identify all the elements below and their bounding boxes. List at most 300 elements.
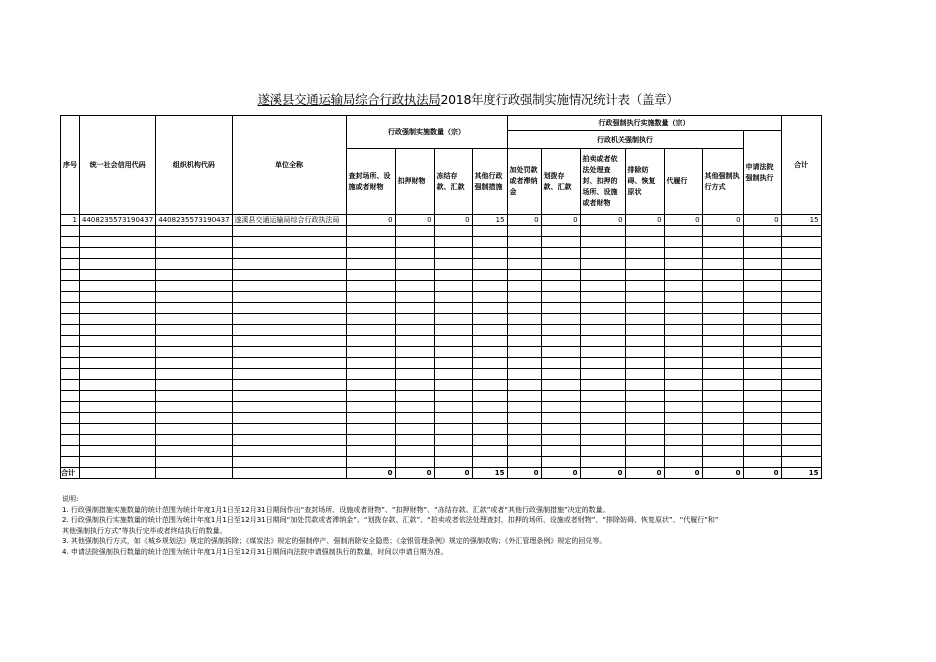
empty-cell [625,292,664,303]
empty-cell [395,358,434,369]
empty-cell [702,446,743,457]
empty-row [61,226,822,237]
empty-cell [80,457,156,468]
empty-cell [507,369,541,380]
empty-cell [781,424,821,435]
empty-cell [395,369,434,380]
empty-cell [156,358,232,369]
empty-cell [743,226,781,237]
cell-value: 15 [472,215,507,226]
empty-cell [580,413,625,424]
empty-cell [743,435,781,446]
empty-cell [346,435,395,446]
empty-cell [781,457,821,468]
empty-cell [232,391,346,402]
empty-cell [395,259,434,270]
empty-cell [743,325,781,336]
empty-cell [580,380,625,391]
empty-row [61,347,822,358]
cell-value: 0 [702,215,743,226]
header-impl-group: 行政强制实施数量（宗） [346,116,507,149]
empty-cell [781,281,821,292]
empty-cell [232,380,346,391]
empty-cell [61,413,80,424]
header-seq: 序号 [61,116,80,215]
cell-value: 0 [346,215,395,226]
empty-cell [80,369,156,380]
empty-cell [232,248,346,259]
empty-cell [507,446,541,457]
empty-cell [781,303,821,314]
empty-cell [702,237,743,248]
empty-cell [434,413,472,424]
empty-cell [232,435,346,446]
empty-cell [232,281,346,292]
empty-cell [61,325,80,336]
empty-cell [580,358,625,369]
empty-cell [580,270,625,281]
empty-cell [346,314,395,325]
empty-cell [434,336,472,347]
empty-cell [702,402,743,413]
empty-cell [541,248,580,259]
empty-cell [664,369,702,380]
empty-cell [580,446,625,457]
empty-cell [472,259,507,270]
empty-row [61,248,822,259]
header-unit-name: 单位全称 [232,116,346,215]
empty-row [61,446,822,457]
header-impl-col: 冻结存款、汇款 [434,149,472,215]
total-value: 0 [434,468,472,479]
empty-cell [580,281,625,292]
empty-cell [702,369,743,380]
empty-cell [80,314,156,325]
empty-cell [156,391,232,402]
empty-row [61,237,822,248]
empty-cell [232,402,346,413]
empty-cell [395,457,434,468]
empty-cell [434,259,472,270]
empty-cell [743,292,781,303]
empty-cell [346,237,395,248]
statistics-table [60,115,822,479]
total-value: 15 [781,468,821,479]
empty-cell [395,325,434,336]
empty-cell [541,325,580,336]
empty-cell [625,303,664,314]
empty-cell [472,435,507,446]
header-credit-code: 统一社会信用代码 [80,116,156,215]
total-value: 0 [395,468,434,479]
empty-cell [625,336,664,347]
report-title [0,90,936,108]
empty-cell [702,259,743,270]
empty-cell [625,424,664,435]
empty-cell [541,413,580,424]
empty-cell [232,237,346,248]
empty-cell [541,336,580,347]
empty-cell [346,391,395,402]
empty-cell [156,248,232,259]
total-value: 0 [664,468,702,479]
empty-cell [541,259,580,270]
empty-cell [781,336,821,347]
empty-cell [156,457,232,468]
empty-cell [156,270,232,281]
empty-cell [664,380,702,391]
empty-cell [346,270,395,281]
empty-cell [156,402,232,413]
empty-cell [156,226,232,237]
header-total: 合计 [781,116,821,215]
empty-cell [472,391,507,402]
empty-cell [625,226,664,237]
empty-cell [156,259,232,270]
cell-value: 15 [781,215,821,226]
empty-cell [580,435,625,446]
empty-cell [507,248,541,259]
empty-cell [232,446,346,457]
empty-cell [580,226,625,237]
empty-cell [664,314,702,325]
empty-cell [664,391,702,402]
empty-cell [346,347,395,358]
empty-cell [472,336,507,347]
empty-cell [232,314,346,325]
empty-cell [80,347,156,358]
empty-row [61,292,822,303]
empty-cell [580,391,625,402]
empty-cell [664,292,702,303]
empty-cell [507,435,541,446]
empty-cell [625,435,664,446]
empty-cell [743,237,781,248]
header-exec-col: 排除妨碍、恢复原状 [625,149,664,215]
empty-cell [580,347,625,358]
empty-cell [625,314,664,325]
empty-cell [346,402,395,413]
empty-cell [156,292,232,303]
empty-cell [664,237,702,248]
empty-cell [781,413,821,424]
empty-cell [472,380,507,391]
empty-cell [743,281,781,292]
empty-row [61,380,822,391]
empty-cell [61,402,80,413]
empty-cell [781,248,821,259]
empty-cell [156,435,232,446]
empty-row [61,358,822,369]
empty-cell [743,270,781,281]
empty-cell [232,259,346,270]
empty-cell [743,347,781,358]
empty-cell [580,303,625,314]
empty-cell [80,226,156,237]
empty-cell [507,358,541,369]
empty-cell [472,292,507,303]
empty-cell [61,347,80,358]
empty-cell [80,336,156,347]
total-value: 0 [743,468,781,479]
empty-cell [434,424,472,435]
empty-cell [781,446,821,457]
empty-cell [232,347,346,358]
empty-cell [395,237,434,248]
empty-cell [781,358,821,369]
empty-cell [61,259,80,270]
empty-cell [472,314,507,325]
empty-cell [702,270,743,281]
empty-cell [434,369,472,380]
empty-cell [395,413,434,424]
empty-cell [781,402,821,413]
empty-cell [781,314,821,325]
empty-cell [541,270,580,281]
empty-cell [580,248,625,259]
cell-value: 0 [395,215,434,226]
empty-cell [346,424,395,435]
empty-cell [507,402,541,413]
empty-cell [395,248,434,259]
empty-row [61,303,822,314]
empty-cell [541,446,580,457]
empty-cell [625,347,664,358]
empty-cell [61,281,80,292]
empty-cell [61,424,80,435]
empty-cell [743,303,781,314]
empty-cell [395,270,434,281]
empty-cell [232,226,346,237]
empty-cell [346,457,395,468]
empty-cell [541,281,580,292]
empty-cell [743,380,781,391]
note-line: 3. 其他强制执行方式，如《城乡规划法》规定的强制拆除；《煤炭法》规定的强制停产、强制消除安全隐患；《金银管理条例》规定的强制收购；《外汇管理条例》规定的回兑等。 [62,537,607,545]
title-rest: 2018年度行政强制实施情况统计表（盖章） [440,92,679,107]
empty-cell [541,424,580,435]
cell-seq: 1 [61,215,80,226]
empty-cell [507,226,541,237]
empty-cell [743,259,781,270]
header-court: 申请法院强制执行 [743,131,781,215]
empty-cell [664,402,702,413]
empty-cell [80,402,156,413]
empty-cell [507,424,541,435]
empty-cell [61,435,80,446]
empty-cell [156,303,232,314]
empty-cell [434,237,472,248]
empty-cell [80,325,156,336]
empty-cell [702,457,743,468]
empty-cell [472,446,507,457]
empty-cell [507,237,541,248]
empty-cell [80,281,156,292]
header-impl-col: 查封场所、设施或者财物 [346,149,395,215]
empty-cell [395,435,434,446]
empty-cell [507,292,541,303]
empty-cell [702,292,743,303]
empty-cell [472,237,507,248]
empty-cell [507,336,541,347]
empty-cell [434,248,472,259]
empty-cell [702,325,743,336]
empty-cell [781,369,821,380]
empty-row [61,325,822,336]
empty-cell [156,468,232,479]
empty-cell [156,424,232,435]
empty-cell [541,380,580,391]
empty-cell [781,259,821,270]
empty-cell [702,226,743,237]
header-exec-col: 加处罚款或者滞纳金 [507,149,541,215]
empty-cell [395,402,434,413]
empty-cell [743,336,781,347]
empty-row [61,402,822,413]
header-impl-col: 扣押财物 [395,149,434,215]
cell-org-code: 4408235573190437 [156,215,232,226]
empty-cell [61,380,80,391]
empty-cell [395,226,434,237]
empty-cell [434,281,472,292]
empty-cell [664,347,702,358]
empty-cell [346,292,395,303]
empty-cell [702,380,743,391]
empty-cell [472,248,507,259]
empty-cell [434,391,472,402]
cell-value: 0 [664,215,702,226]
empty-cell [702,391,743,402]
empty-cell [743,314,781,325]
empty-cell [61,314,80,325]
empty-cell [781,292,821,303]
empty-cell [507,314,541,325]
header-exec-col: 划拨存款、汇款 [541,149,580,215]
empty-row [61,270,822,281]
empty-cell [743,369,781,380]
empty-cell [541,347,580,358]
empty-cell [61,336,80,347]
empty-cell [80,292,156,303]
empty-cell [541,435,580,446]
empty-cell [346,226,395,237]
empty-cell [664,325,702,336]
empty-cell [743,424,781,435]
empty-cell [434,303,472,314]
empty-cell [232,292,346,303]
empty-cell [664,259,702,270]
empty-cell [434,325,472,336]
empty-cell [507,457,541,468]
empty-row [61,281,822,292]
empty-cell [232,457,346,468]
empty-cell [507,325,541,336]
empty-cell [541,237,580,248]
cell-value: 0 [434,215,472,226]
empty-cell [702,314,743,325]
empty-row [61,369,822,380]
empty-cell [625,369,664,380]
empty-cell [232,325,346,336]
total-value: 0 [702,468,743,479]
empty-cell [472,424,507,435]
empty-cell [702,281,743,292]
table-row [61,215,822,226]
empty-row [61,336,822,347]
empty-cell [541,314,580,325]
total-value: 0 [625,468,664,479]
empty-cell [80,413,156,424]
total-value: 15 [472,468,507,479]
header-exec-col: 拍卖或者依法处理查封、扣押的场所、设施或者财物 [580,149,625,215]
empty-cell [507,259,541,270]
empty-cell [625,270,664,281]
empty-cell [232,358,346,369]
empty-cell [346,325,395,336]
empty-cell [472,402,507,413]
empty-cell [625,391,664,402]
empty-cell [781,325,821,336]
empty-cell [580,402,625,413]
empty-cell [664,413,702,424]
empty-cell [580,369,625,380]
empty-cell [625,281,664,292]
empty-cell [346,259,395,270]
empty-cell [702,248,743,259]
empty-cell [61,226,80,237]
header-exec-col: 代履行 [664,149,702,215]
empty-cell [580,424,625,435]
empty-cell [395,292,434,303]
empty-cell [395,336,434,347]
empty-cell [702,358,743,369]
empty-cell [156,336,232,347]
total-value: 0 [507,468,541,479]
empty-cell [346,248,395,259]
empty-cell [580,292,625,303]
empty-cell [702,424,743,435]
empty-cell [472,347,507,358]
empty-cell [61,270,80,281]
empty-cell [434,457,472,468]
empty-cell [625,248,664,259]
empty-cell [346,380,395,391]
empty-cell [395,424,434,435]
empty-cell [80,248,156,259]
empty-cell [346,358,395,369]
empty-cell [395,446,434,457]
empty-cell [395,347,434,358]
empty-cell [781,435,821,446]
empty-cell [664,226,702,237]
empty-cell [156,380,232,391]
empty-cell [346,336,395,347]
note-line: 2. 行政强制执行实施数量的统计范围为统计年度1月1日至12月31日期间“加处罚款或者滞纳金”、“划拨存款、汇款”、“拍卖或者依法处理查封、扣押的场所、设施或者财物”、“排除妨碍、恢复原状”、“代履行”和“ [62,516,719,524]
empty-cell [507,413,541,424]
empty-cell [743,358,781,369]
total-value: 0 [580,468,625,479]
empty-cell [664,424,702,435]
cell-value: 0 [625,215,664,226]
notes [62,494,822,557]
empty-cell [743,391,781,402]
total-row [61,468,822,479]
empty-cell [625,402,664,413]
empty-cell [434,358,472,369]
empty-cell [781,270,821,281]
empty-cell [434,446,472,457]
empty-cell [61,391,80,402]
cell-value: 0 [541,215,580,226]
